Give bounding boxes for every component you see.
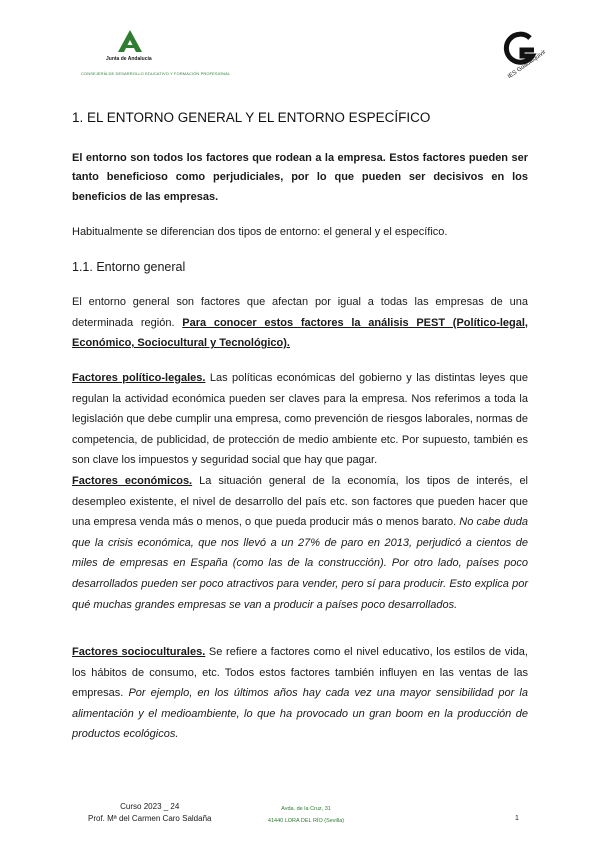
junta-name: Junta de Andalucía (106, 56, 152, 62)
politico-text: Las políticas económicas del gobierno y las distintas leyes que regulan la actividad económica pueden ser claves para la empresa. Nos referimos a toda la legislación que debe cumplir una empresa, como prevención de riesgos laborales, normas de competencia, de publicidad, de protección de medio ambiente etc. Por supuesto, también es son clave los impuestos y seguridad social que hay que pagar. (72, 372, 528, 467)
footer-teacher: Prof. Mª del Carmen Caro Saldaña (88, 814, 212, 823)
footer-course-info (88, 801, 211, 825)
page-title: 1. EL ENTORNO GENERAL Y EL ENTORNO ESPECÍFICO (72, 110, 431, 125)
sociocultural-paragraph (72, 642, 528, 745)
footer-address-line2: 41440 LORA DEL RÍO (Sevilla) (267, 818, 345, 824)
sociocultural-heading: Factores socioculturales. (72, 646, 206, 658)
page-number: 1 (515, 815, 519, 822)
factors-paragraph (72, 368, 528, 615)
politico-heading: Factores político-legales. (72, 372, 206, 384)
general-text: El entorno general son factores que afectan por igual a todas las empresas de una determinada región. (72, 296, 528, 329)
ies-logo (500, 30, 548, 81)
habitual-paragraph: Habitualmente se diferencian dos tipos de entorno: el general y el específico. (72, 226, 448, 238)
economico-text: La situación general de la economía, los tipos de interés, el desempleo existente, el nivel de desarrollo del país etc. son factores que pueden hacer que una empresa venda más o menos, o que pueda producir más o menos barato. (72, 474, 528, 529)
junta-department: CONSEJERÍA DE DESARROLLO EDUCATIVO Y FORMACIÓN PROFESIONAL (81, 71, 231, 76)
section-subtitle: 1.1. Entorno general (72, 260, 186, 274)
footer-course: Curso 2023 _ 24 (120, 802, 180, 811)
ies-emblem-icon (500, 30, 548, 81)
sociocultural-text: Se refiere a factores como el nivel educativo, los estilos de vida, los hábitos de consumo, etc. Todos estos factores también influyen en las ventas de las empresas. (72, 646, 528, 700)
intro-paragraph: El entorno son todos los factores que rodean a la empresa. Estos factores pueden ser tanto beneficioso como perjudiciales, por lo que pueden ser decisivos en los beneficios de las empresas. (72, 152, 528, 203)
pest-link-text: Para conocer estos factores la análisis PEST (Político-legal, Económico, Sociocultural y Tecnológico). (72, 316, 528, 350)
economico-heading: Factores económicos. (72, 474, 193, 487)
svg-text:IES Guadalquivir: IES Guadalquivir (506, 49, 548, 81)
junta-logo (110, 30, 200, 52)
economico-example: No cabe duda que la crisis económica, que nos llevó a un 27% de paro en 2013, perjudicó a cientos de miles de empresas en España (como las de la construcción). Por otro lado, países poco desarrollados pueden ser poco atractivos para vender, pero sí para producir. Esto explica por qué muchas grandes empresas se van a producir a países poco desarrollados. (72, 516, 529, 611)
footer-address (256, 803, 356, 827)
junta-emblem-icon (118, 30, 142, 52)
general-paragraph (72, 292, 528, 354)
sociocultural-example: Por ejemplo, en los últimos años hay cada vez una mayor sensibilidad por la alimentación y el medioambiente, lo que ha provocado un gran boom en la producción de productos ecológicos. (72, 687, 528, 741)
footer-address-line1: Avda. de la Cruz, 31 (281, 806, 331, 812)
